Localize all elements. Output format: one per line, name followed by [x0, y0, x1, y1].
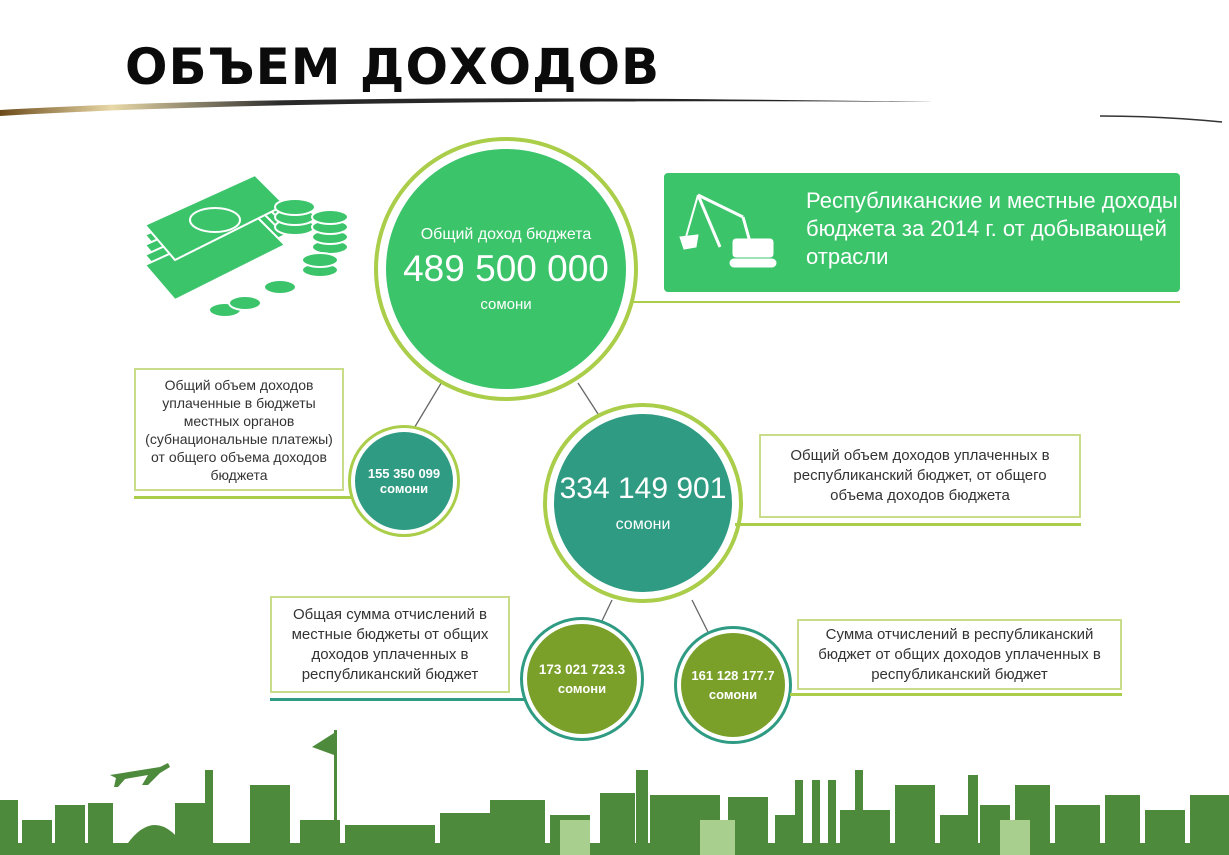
- local-circle: [355, 432, 453, 530]
- local-underline: [134, 496, 352, 499]
- airplane-icon: [110, 763, 170, 787]
- local-value: 155 350 099: [367, 466, 441, 481]
- to-republican-circle: [681, 633, 785, 737]
- to-local-description: Общая сумма отчислений в местные бюджеты от общих доходов уплаченных в республиканский бюджет: [291, 605, 489, 683]
- to-local-circle: [527, 624, 637, 734]
- to-republican-description-box: [797, 619, 1122, 690]
- to-local-value: 173 021 723.3: [538, 662, 626, 677]
- to-local-description-box: [270, 596, 510, 693]
- to-republican-unit: сомони: [708, 687, 758, 702]
- to-local-underline: [270, 698, 525, 701]
- republican-value: 334 149 901: [559, 472, 727, 505]
- to-republican-value: 161 128 177.7: [691, 668, 775, 683]
- local-unit: сомони: [379, 481, 429, 496]
- republican-underline: [735, 523, 1081, 526]
- republican-circle: [554, 414, 732, 592]
- page-title: ОБЪЕМ ДОХОДОВ: [125, 38, 661, 96]
- to-republican-description: Сумма отчислений в республиканский бюджет от общих доходов уплаченных в республиканский бюджет: [818, 625, 1101, 683]
- to-local-unit: сомони: [557, 681, 607, 696]
- to-republican-underline: [790, 693, 1122, 696]
- local-description-box: [134, 368, 344, 491]
- total-value: 489 500 000: [403, 247, 609, 289]
- local-description: Общий объем доходов уплаченные в бюджеты местных органов (субнациональные платежы) от общего объема доходов бюджета: [145, 376, 333, 483]
- banner-text: Республиканские и местные доходы бюджета за 2014 г. от добывающей отрасли: [806, 188, 1178, 269]
- total-unit: сомони: [480, 295, 532, 313]
- banner: [664, 173, 1180, 292]
- city-skyline-illustration: [0, 725, 1229, 855]
- republican-description: Общий объем доходов уплаченных в республиканский бюджет, от общего объема доходов бюджета: [790, 447, 1050, 504]
- republican-description-box: [759, 434, 1081, 518]
- excavator-icon: [678, 187, 778, 269]
- total-label: Общий доход бюджета: [420, 225, 592, 243]
- republican-unit: сомони: [615, 516, 671, 533]
- total-circle: [386, 149, 626, 389]
